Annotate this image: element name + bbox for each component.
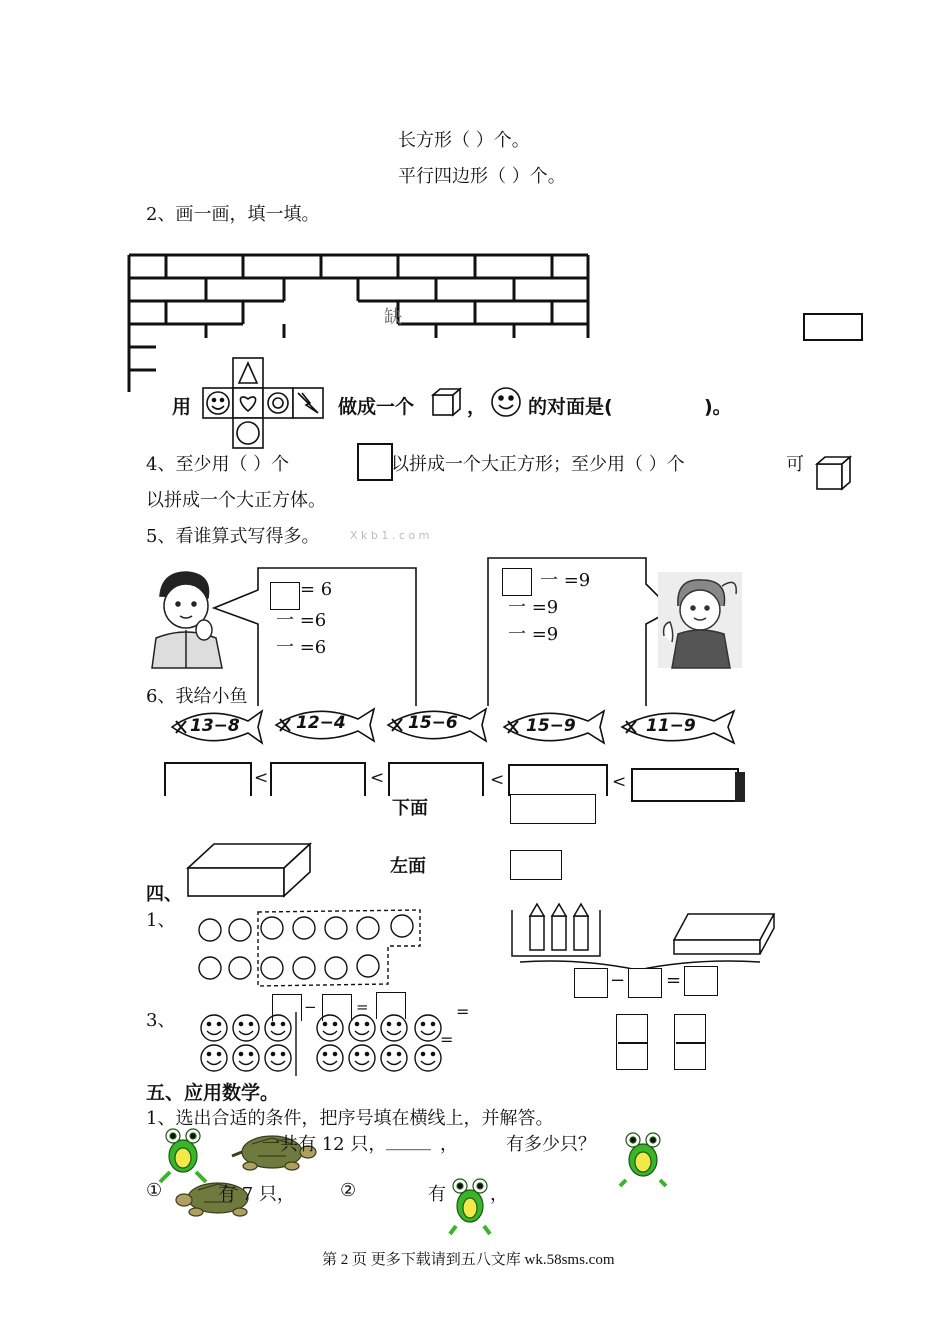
net-question-comma: ，	[467, 396, 487, 418]
net-question-end: )。	[704, 396, 732, 418]
question-4-part-c: 可	[786, 454, 804, 475]
cuboid-figure	[186, 840, 316, 900]
answer-box[interactable]	[508, 764, 608, 796]
option-1-number: ①	[146, 1180, 163, 1201]
square-icon	[357, 443, 393, 481]
box-divider	[618, 1042, 648, 1044]
parallelogram-count-line: 平行四边形（ ）个。	[398, 166, 566, 187]
smiley-face-icon	[490, 386, 522, 418]
frog-illustration	[618, 1128, 668, 1188]
question-4-part-b: 以拼成一个大正方形；至少用（ ）个	[391, 454, 685, 475]
answer-box[interactable]	[272, 994, 302, 1021]
minus-sign: −	[304, 998, 317, 1016]
view-label-bottom: 下面	[392, 798, 428, 819]
missing-brick-box	[803, 313, 863, 341]
answer-box[interactable]	[684, 966, 718, 996]
story-blank[interactable]: _____	[386, 1130, 431, 1151]
left-equation-2: 一 =6	[276, 610, 327, 631]
answer-box[interactable]	[574, 968, 608, 998]
fish-expression: 12−4	[296, 713, 346, 733]
answer-box[interactable]	[376, 992, 406, 1019]
less-than-sign: <	[370, 768, 385, 788]
left-equation-1: = 6	[300, 579, 333, 600]
less-than-sign: <	[254, 768, 269, 788]
question-2-heading: 2、画一画，填一填。	[146, 204, 320, 225]
answer-box[interactable]	[322, 994, 352, 1021]
section-4-heading: 四、	[146, 884, 182, 905]
net-question-prefix: 用	[172, 396, 192, 418]
brick-missing-label: 缺	[384, 307, 402, 328]
rectangle-count-line: 长方形（ ）个。	[398, 130, 530, 151]
section-5-item-1: 1、选出合适的条件，把序号填在横线上，并解答。	[146, 1108, 554, 1129]
question-4-part-d: 以拼成一个大正方体。	[146, 490, 326, 511]
girl-illustration	[658, 572, 742, 668]
frog-illustration	[448, 1176, 492, 1236]
right-equation-3: 一 =9	[508, 624, 559, 645]
answer-box[interactable]	[388, 762, 484, 796]
fish-expression: 15−9	[526, 716, 576, 736]
less-than-sign: <	[612, 772, 627, 792]
less-than-sign: <	[490, 770, 505, 790]
answer-box[interactable]	[270, 762, 366, 796]
section-4-item-1: 1、	[146, 910, 176, 931]
net-question-suffix: 的对面是(	[528, 396, 613, 418]
page-footer: 第 2 页 更多下载请到五八文库 wk.58sms.com	[322, 1252, 615, 1268]
cube-icon	[432, 388, 462, 418]
section-5-heading: 五、应用数学。	[146, 1082, 280, 1104]
view-label-left: 左面	[390, 856, 426, 877]
answer-box[interactable]	[502, 568, 532, 596]
right-equation-2: 一 =9	[508, 597, 559, 618]
answer-box[interactable]	[164, 762, 252, 796]
question-5-heading: 5、看谁算式写得多。	[146, 526, 320, 547]
question-6-heading: 6、我给小鱼	[146, 686, 248, 707]
answer-box[interactable]	[631, 768, 739, 802]
circles-group-figure	[192, 906, 432, 986]
frog-illustration	[158, 1126, 208, 1182]
story-text-total: 一共有 12 只，	[262, 1134, 387, 1155]
equal-sign: =	[666, 970, 682, 991]
cube-net-figure	[202, 356, 332, 451]
fish-expression: 13−8	[190, 716, 240, 736]
bottom-view-shape	[510, 794, 596, 824]
right-equation-1: 一 =9	[540, 570, 591, 591]
scan-artifact	[735, 772, 745, 802]
equal-sign: =	[456, 1002, 470, 1021]
story-comma: ，	[440, 1134, 458, 1155]
option-2-end: ，	[490, 1184, 508, 1205]
fish-expression: 11−9	[646, 716, 696, 736]
option-1-text: 有 7 只，	[218, 1184, 295, 1205]
minus-sign: −	[610, 970, 626, 991]
watermark-text: X k b 1 . c o m	[350, 529, 430, 542]
left-equation-3: 一 =6	[276, 637, 327, 658]
section-4-item-3: 3、	[146, 1010, 176, 1031]
equal-sign: =	[356, 998, 369, 1016]
answer-box[interactable]	[628, 968, 662, 998]
left-view-shape	[510, 850, 562, 880]
option-2-text: 有	[428, 1184, 446, 1205]
brick-wall-figure	[126, 252, 596, 392]
box-divider	[676, 1042, 706, 1044]
equal-sign: =	[440, 1030, 454, 1049]
question-4-part-a: 4、至少用（ ）个	[146, 454, 290, 475]
option-2-number: ②	[340, 1180, 357, 1201]
small-cube-icon	[816, 456, 852, 492]
story-question: 有多少只？	[506, 1134, 596, 1155]
fish-expression: 15−6	[408, 713, 458, 733]
net-question-mid: 做成一个	[338, 396, 415, 418]
